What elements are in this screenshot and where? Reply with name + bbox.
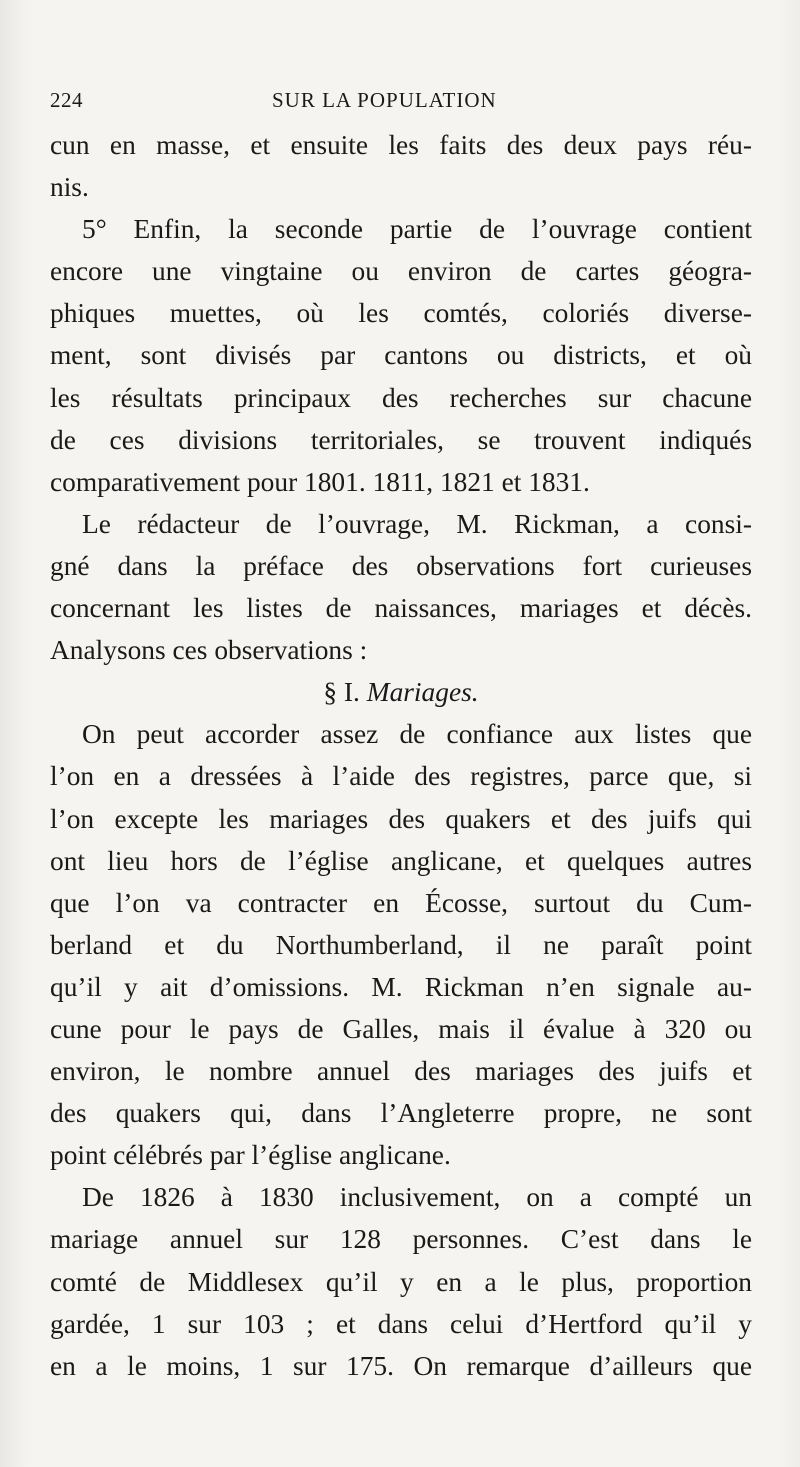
text-line: Analysons ces observations : (50, 635, 368, 666)
section-title: Mariages. (366, 677, 479, 708)
text-line: encore une vingtaine ou environ de cartes géogra- (50, 256, 752, 287)
section-number: § I. (323, 677, 360, 708)
text-line: nis. (50, 172, 89, 203)
text-line: phiques muettes, où les comtés, coloriés diverse- (50, 298, 752, 329)
text-line: que l’on va contracter en Écosse, surtout du Cum- (50, 887, 752, 918)
text-line: l’on excepte les mariages des quakers et des juifs qui (50, 803, 752, 834)
text-line: cun en masse, et ensuite les faits des deux pays réu- (50, 130, 752, 160)
text-line: comparativement pour 1801. 1811, 1821 et 1831. (50, 466, 590, 497)
text-line: ment, sont divisés par cantons ou districts, et où (50, 340, 752, 371)
text-line: mariage annuel sur 128 personnes. C’est dans le (50, 1224, 752, 1255)
running-head (50, 88, 750, 118)
text-line: gardée, 1 sur 103 ; et dans celui d’Hertford qu’il y (50, 1308, 752, 1339)
page-number: 224 (50, 88, 83, 112)
text-line: Le rédacteur de l’ouvrage, M. Rickman, a consi- (82, 508, 752, 539)
text-line: les résultats principaux des recherches sur chacune (50, 382, 752, 413)
text-line: de ces divisions territoriales, se trouvent indiqués (50, 424, 752, 455)
text-line: environ, le nombre annuel des mariages des juifs et (50, 1056, 752, 1087)
text-line: comté de Middlesex qu’il y en a le plus, proportion (50, 1266, 752, 1297)
section-heading (50, 671, 752, 713)
text-line: 5° Enfin, la seconde partie de l’ouvrage contient (82, 214, 752, 245)
text-line: On peut accorder assez de confiance aux listes que (82, 719, 752, 750)
running-title: SUR LA POPULATION (272, 88, 497, 112)
text-line: berland et du Northumberland, il ne paraît point (50, 929, 752, 960)
text-line: point célébrés par l’église anglicane. (50, 1140, 451, 1171)
text-line: en a le moins, 1 sur 175. On remarque d’ailleurs que (50, 1350, 752, 1381)
body-text (50, 124, 752, 1387)
text-line: qu’il y ait d’omissions. M. Rickman n’en signale au- (50, 971, 752, 1002)
text-line: cune pour le pays de Galles, mais il évalue à 320 ou (50, 1013, 752, 1044)
text-line: gné dans la préface des observations fort curieuses (50, 550, 752, 581)
text-line: l’on en a dressées à l’aide des registres, parce que, si (50, 761, 752, 792)
text-line: De 1826 à 1830 inclusivement, on a compté un (82, 1182, 752, 1213)
text-line: ont lieu hors de l’église anglicane, et quelques autres (50, 845, 752, 876)
text-line: des quakers qui, dans l’Angleterre propre, ne sont (50, 1098, 752, 1129)
text-line: concernant les listes de naissances, mariages et décès. (50, 593, 752, 624)
